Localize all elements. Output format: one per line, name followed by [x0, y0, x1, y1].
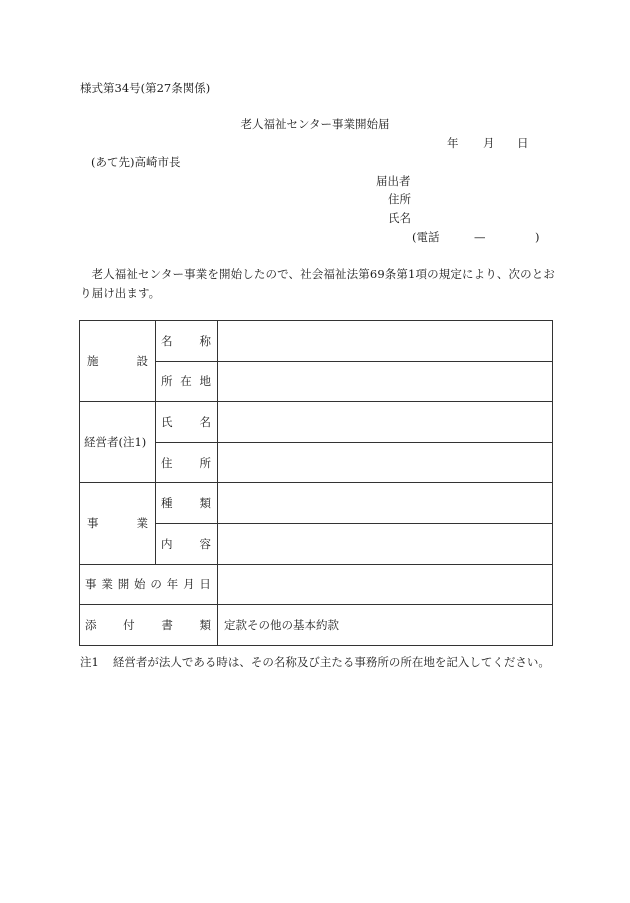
- start-date-label: 事 業 開 始 の 年 月 日: [85, 577, 211, 592]
- facility-name-field[interactable]: [218, 321, 553, 362]
- notifier-name-label: 氏名: [388, 211, 411, 225]
- body-text: 老人福祉センター事業を開始したので、社会福祉法第69条第1項の規定により、次のとおり届け出ます。: [80, 267, 555, 300]
- business-type-label-cell: [156, 483, 218, 524]
- start-date-field[interactable]: [218, 564, 553, 605]
- notifier-phone-dash: —: [474, 230, 486, 244]
- notifier-label: 届出者: [376, 174, 411, 188]
- business-content-field[interactable]: [218, 523, 553, 564]
- operator-address-label-cell: [156, 442, 218, 483]
- table-row: [80, 605, 553, 646]
- facility-header: [80, 321, 156, 402]
- attachments-value: 定款その他の基本約款: [224, 617, 339, 632]
- operator-header: [80, 402, 156, 483]
- business-header: [80, 483, 156, 564]
- start-date-label-cell: [80, 564, 218, 605]
- facility-name-label-cell: [156, 321, 218, 362]
- operator-name-field[interactable]: [218, 402, 553, 443]
- facility-name-label: 名 称: [161, 333, 211, 348]
- date-month-label: 月: [483, 136, 495, 150]
- date-year-label: 年: [447, 136, 459, 150]
- table-row: [80, 402, 553, 443]
- application-table: [79, 320, 553, 646]
- business-content-label: 内 容: [161, 536, 211, 551]
- business-label: 事 業: [87, 516, 148, 531]
- date-day-label: 日: [517, 136, 529, 150]
- facility-location-label-cell: [156, 361, 218, 402]
- form-number: 様式第34号(第27条関係): [80, 81, 211, 95]
- table-row: [80, 321, 553, 362]
- attachments-field[interactable]: [218, 605, 553, 646]
- table-row: [80, 483, 553, 524]
- business-content-label-cell: [156, 523, 218, 564]
- attachments-label-cell: [80, 605, 218, 646]
- facility-label: 施 設: [87, 354, 148, 369]
- notifier-phone-label: (電話: [412, 230, 440, 244]
- operator-address-field[interactable]: [218, 442, 553, 483]
- operator-label: 経営者(注1): [84, 435, 147, 450]
- table-row: [80, 564, 553, 605]
- document-title: 老人福祉センター事業開始届: [240, 117, 390, 131]
- facility-location-label: 所 在 地: [161, 374, 211, 389]
- business-type-field[interactable]: [218, 483, 553, 524]
- footnote-mark: 注1: [80, 655, 99, 669]
- attachments-label: 添 付 書 類: [85, 617, 211, 632]
- notifier-address-label: 住所: [388, 192, 411, 206]
- operator-name-label-cell: [156, 402, 218, 443]
- operator-name-label: 氏 名: [161, 414, 211, 429]
- operator-address-label: 住 所: [161, 455, 211, 470]
- addressee: (あて先)高崎市長: [91, 155, 181, 169]
- facility-location-field[interactable]: [218, 361, 553, 402]
- business-type-label: 種 類: [161, 496, 211, 511]
- footnote-text: 経営者が法人である時は、その名称及び主たる事務所の所在地を記入してください。: [112, 655, 550, 669]
- notifier-phone-close: ): [535, 230, 540, 244]
- footnote: [80, 657, 550, 669]
